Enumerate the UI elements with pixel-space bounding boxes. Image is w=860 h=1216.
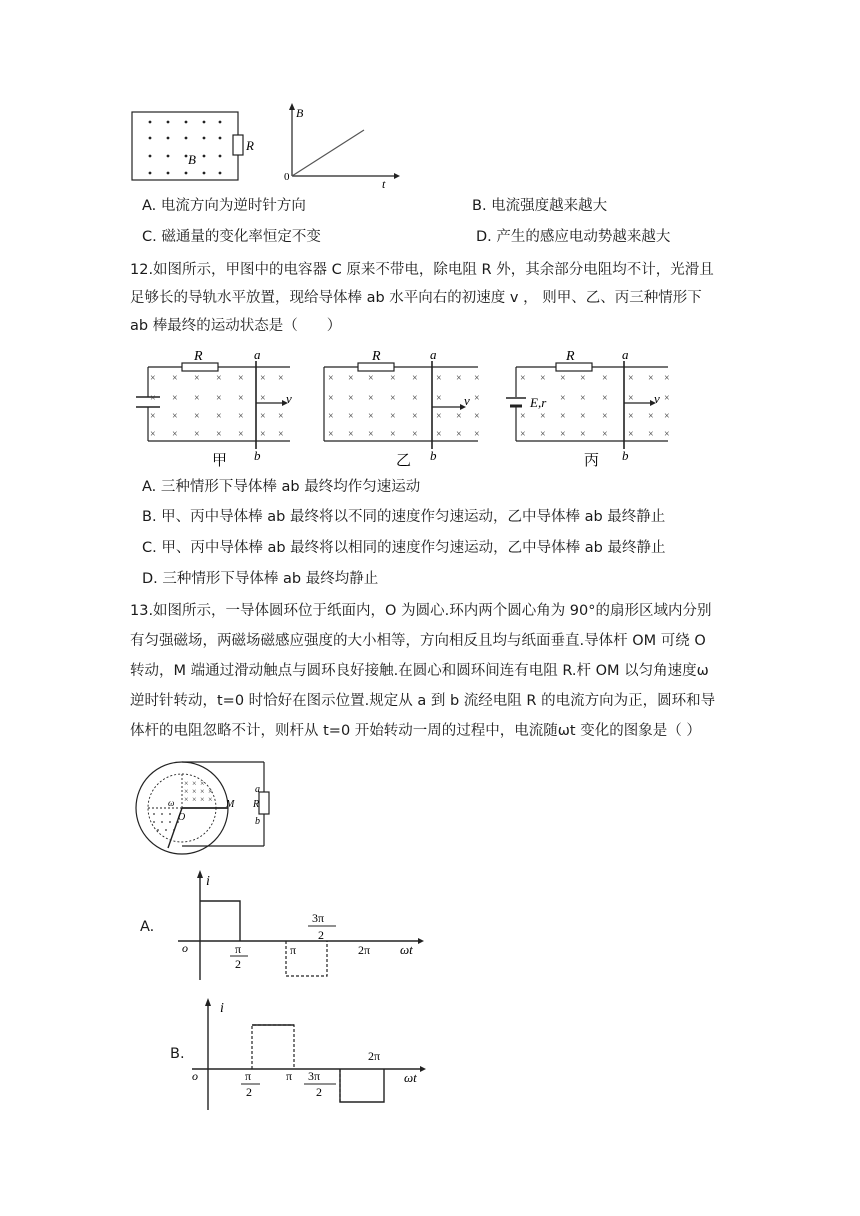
- svg-text:×: ×: [348, 429, 354, 440]
- svg-text:×: ×: [580, 373, 586, 384]
- svg-text:×: ×: [412, 411, 418, 422]
- graph-b-option: B.: [170, 1046, 185, 1062]
- label-a: a: [254, 347, 261, 362]
- graph-b: [186, 994, 436, 1114]
- svg-text:×: ×: [412, 429, 418, 440]
- svg-text:×: ×: [150, 393, 156, 404]
- tick-2-b: 2: [316, 1085, 322, 1099]
- label-R: R: [246, 138, 254, 153]
- svg-text:×: ×: [328, 411, 334, 422]
- label-v: v: [654, 391, 660, 406]
- svg-text:×: ×: [560, 429, 566, 440]
- svg-text:×: ×: [150, 373, 156, 384]
- svg-text:×: ×: [150, 411, 156, 422]
- label-R: R: [194, 349, 203, 364]
- axis-label-t: t: [382, 177, 386, 191]
- svg-text:×: ×: [412, 373, 418, 384]
- q12-stem-line1: 12.如图所示，甲图中的电容器 C 原来不带电，除电阻 R 外，其余部分电阻均不计，光滑且: [130, 262, 714, 278]
- svg-text:×: ×: [216, 429, 222, 440]
- svg-text:×: ×: [602, 429, 608, 440]
- svg-text:×: ×: [560, 393, 566, 404]
- q12-figure-jia: [128, 345, 298, 470]
- svg-text:×: ×: [540, 373, 546, 384]
- label-M: M: [226, 799, 235, 810]
- label-a: a: [430, 347, 437, 362]
- q12-option-a: A. 三种情形下导体棒 ab 最终均作匀速运动: [142, 479, 421, 495]
- q13-stem-line3: 转动，M 端通过滑动触点与圆环良好接触.在圆心和圆环间连有电阻 R.杆 OM 以匀角速度ω: [130, 663, 709, 679]
- svg-text:×: ×: [390, 411, 396, 422]
- svg-text:×: ×: [368, 393, 374, 404]
- q12-option-d: D. 三种情形下导体棒 ab 最终均静止: [142, 571, 379, 587]
- tick-2-b: 2: [318, 928, 324, 942]
- svg-text:×: ×: [474, 373, 480, 384]
- svg-text:×: ×: [456, 429, 462, 440]
- label-b: b: [430, 448, 437, 463]
- svg-text:×: ×: [260, 393, 266, 404]
- caption-bing: 丙: [584, 453, 600, 469]
- svg-text:×: ×: [390, 429, 396, 440]
- caption-jia: 甲: [212, 453, 228, 469]
- tick-2: 2: [235, 957, 241, 971]
- svg-text:×: ×: [194, 411, 200, 422]
- q13-stem-line1: 13.如图所示，一导体圆环位于纸面内，O 为圆心.环内两个圆心角为 90°的扇形区域内分别: [130, 603, 712, 619]
- axis-wt: ωt: [404, 1070, 417, 1085]
- svg-text:×: ×: [172, 411, 178, 422]
- svg-text:×: ×: [602, 393, 608, 404]
- svg-text:×: ×: [194, 393, 200, 404]
- svg-text:×: ×: [436, 393, 442, 404]
- svg-text:×: ×: [664, 429, 670, 440]
- tick-pi: π: [235, 942, 242, 956]
- svg-text:×: ×: [348, 411, 354, 422]
- svg-text:×: ×: [278, 373, 284, 384]
- tick-3pi: 3π: [308, 1069, 321, 1083]
- q12-option-c: C. 甲、丙中导体棒 ab 最终将以相同的速度作匀速运动，乙中导体棒 ab 最终静止: [142, 540, 666, 556]
- svg-text:×: ×: [194, 429, 200, 440]
- label-v: v: [286, 391, 292, 406]
- svg-text:×: ×: [194, 373, 200, 384]
- svg-text:×: ×: [368, 373, 374, 384]
- svg-text:×: ×: [278, 411, 284, 422]
- svg-text:×: ×: [184, 779, 189, 788]
- label-a: a: [622, 347, 629, 362]
- q11-option-d: D. 产生的感应电动势越来越大: [476, 229, 671, 245]
- svg-text:×: ×: [328, 373, 334, 384]
- svg-text:×: ×: [456, 411, 462, 422]
- svg-text:×: ×: [520, 411, 526, 422]
- svg-text:×: ×: [260, 411, 266, 422]
- svg-text:×: ×: [238, 411, 244, 422]
- svg-text:×: ×: [328, 429, 334, 440]
- caption-yi: 乙: [396, 453, 412, 469]
- label-v: v: [464, 393, 470, 408]
- svg-text:×: ×: [436, 373, 442, 384]
- q12-figure-bing: [500, 345, 675, 470]
- svg-text:×: ×: [278, 429, 284, 440]
- origin-o: o: [192, 1069, 198, 1083]
- q13-stem-line2: 有匀强磁场，两磁场磁感应强度的大小相等，方向相反且均与纸面垂直.导体杆 OM 可绕 O: [130, 633, 706, 649]
- svg-text:×: ×: [208, 795, 213, 804]
- axis-label-B: B: [296, 106, 304, 120]
- axis-i: i: [206, 874, 210, 889]
- label-R: R: [253, 799, 260, 810]
- svg-text:×: ×: [602, 373, 608, 384]
- label-omega: ω: [168, 798, 175, 808]
- svg-text:×: ×: [648, 429, 654, 440]
- svg-text:×: ×: [412, 393, 418, 404]
- svg-text:×: ×: [260, 429, 266, 440]
- svg-text:×: ×: [368, 411, 374, 422]
- svg-text:×: ×: [540, 411, 546, 422]
- svg-text:×: ×: [664, 411, 670, 422]
- svg-text:×: ×: [560, 411, 566, 422]
- tick-2: 2: [246, 1085, 252, 1099]
- q11-b-t-graph: [282, 100, 402, 192]
- svg-text:×: ×: [184, 787, 189, 796]
- svg-text:×: ×: [664, 393, 670, 404]
- tick-pi: π: [245, 1069, 252, 1083]
- q13-ring-figure: [128, 760, 273, 860]
- q11-option-a: A. 电流方向为逆时针方向: [142, 198, 306, 214]
- svg-text:×: ×: [200, 787, 205, 796]
- label-a: a: [255, 784, 260, 795]
- svg-text:×: ×: [348, 393, 354, 404]
- svg-text:×: ×: [648, 373, 654, 384]
- svg-text:×: ×: [628, 411, 634, 422]
- svg-text:×: ×: [628, 373, 634, 384]
- label-R: R: [566, 349, 575, 364]
- graph-a: [172, 868, 432, 988]
- svg-text:×: ×: [172, 429, 178, 440]
- svg-text:×: ×: [150, 429, 156, 440]
- svg-text:×: ×: [580, 429, 586, 440]
- svg-text:×: ×: [474, 393, 480, 404]
- svg-text:×: ×: [540, 429, 546, 440]
- svg-text:×: ×: [474, 411, 480, 422]
- svg-text:×: ×: [628, 429, 634, 440]
- svg-text:×: ×: [328, 393, 334, 404]
- label-B: B: [188, 152, 196, 167]
- q13-stem-line4: 逆时针转动，t=0 时恰好在图示位置.规定从 a 到 b 流经电阻 R 的电流方向为正，圆环和导: [130, 693, 716, 709]
- svg-text:×: ×: [474, 429, 480, 440]
- svg-text:×: ×: [216, 373, 222, 384]
- svg-text:×: ×: [172, 393, 178, 404]
- svg-text:×: ×: [436, 429, 442, 440]
- q11-option-b: B. 电流强度越来越大: [472, 198, 608, 214]
- svg-text:×: ×: [238, 393, 244, 404]
- svg-text:×: ×: [580, 411, 586, 422]
- svg-text:×: ×: [648, 411, 654, 422]
- svg-text:×: ×: [390, 373, 396, 384]
- q11-option-c: C. 磁通量的变化率恒定不变: [142, 229, 321, 245]
- tick-pi-2: π: [290, 943, 297, 957]
- q12-stem-line3: ab 棒最终的运动状态是（ ）: [130, 318, 342, 334]
- axis-i: i: [220, 1001, 224, 1016]
- svg-text:×: ×: [260, 373, 266, 384]
- svg-text:×: ×: [172, 373, 178, 384]
- svg-text:×: ×: [208, 787, 213, 796]
- svg-text:×: ×: [238, 429, 244, 440]
- tick-pi-2: π: [286, 1069, 293, 1083]
- svg-text:×: ×: [580, 393, 586, 404]
- svg-text:×: ×: [200, 795, 205, 804]
- svg-text:×: ×: [216, 393, 222, 404]
- graph-a-option: A.: [140, 919, 155, 935]
- origin-label: 0: [284, 171, 290, 183]
- svg-text:×: ×: [628, 393, 634, 404]
- svg-text:×: ×: [184, 795, 189, 804]
- svg-text:×: ×: [216, 411, 222, 422]
- svg-text:×: ×: [602, 411, 608, 422]
- label-b: b: [622, 448, 629, 463]
- svg-text:×: ×: [192, 795, 197, 804]
- svg-text:×: ×: [390, 393, 396, 404]
- svg-text:×: ×: [200, 779, 205, 788]
- label-b: b: [254, 448, 261, 463]
- svg-text:×: ×: [436, 411, 442, 422]
- origin-o: o: [182, 941, 188, 955]
- svg-text:×: ×: [238, 373, 244, 384]
- q12-stem-line2: 足够长的导轨水平放置，现给导体棒 ab 水平向右的初速度 v ， 则甲、乙、丙三种情形下: [130, 290, 702, 306]
- q11-field-figure: [128, 108, 258, 188]
- q13-stem-line5: 体杆的电阻忽略不计，则杆从 t=0 开始转动一周的过程中，电流随ωt 变化的图象是（ ）: [130, 723, 701, 739]
- svg-text:×: ×: [560, 373, 566, 384]
- tick-2pi: 2π: [358, 943, 371, 957]
- label-b: b: [255, 816, 260, 827]
- svg-text:×: ×: [664, 373, 670, 384]
- label-R: R: [372, 349, 381, 364]
- axis-wt: ωt: [400, 942, 413, 957]
- tick-3pi: 3π: [312, 911, 325, 925]
- svg-text:×: ×: [348, 373, 354, 384]
- svg-text:×: ×: [192, 787, 197, 796]
- label-Er: E,r: [530, 395, 547, 410]
- svg-text:×: ×: [192, 779, 197, 788]
- svg-text:×: ×: [520, 373, 526, 384]
- svg-text:×: ×: [456, 373, 462, 384]
- q12-figure-yi: [318, 345, 488, 470]
- q12-option-b: B. 甲、丙中导体棒 ab 最终将以不同的速度作匀速运动，乙中导体棒 ab 最终静止: [142, 509, 666, 525]
- tick-2pi: 2π: [368, 1049, 381, 1063]
- svg-text:×: ×: [520, 429, 526, 440]
- svg-text:×: ×: [368, 429, 374, 440]
- label-O: O: [178, 812, 186, 823]
